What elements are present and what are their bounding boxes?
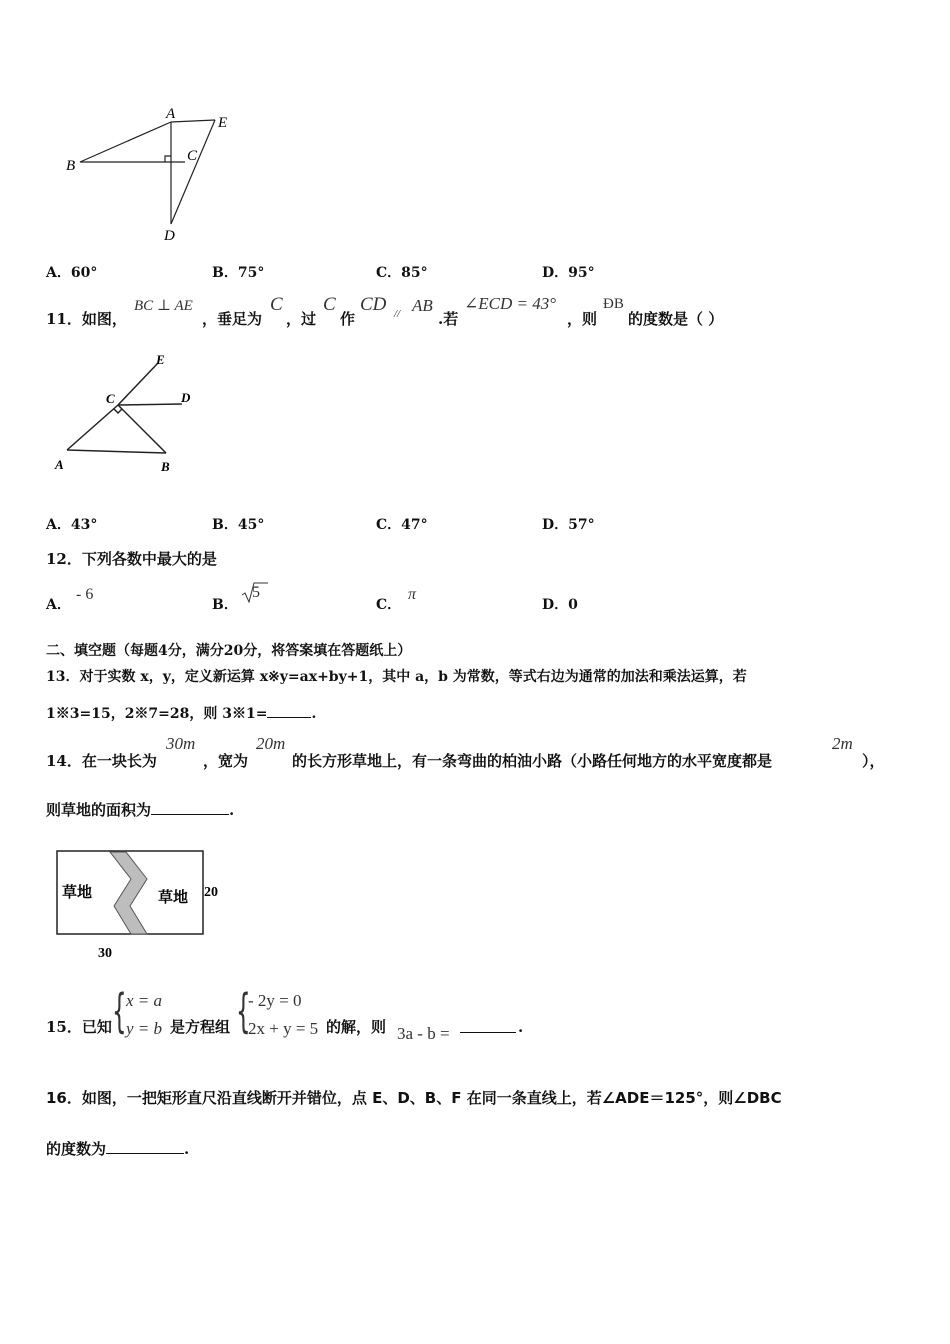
- label-a: A: [55, 457, 64, 472]
- label-a: A: [166, 106, 176, 122]
- q14-line2-end: .: [229, 801, 235, 819]
- segment-ed: [171, 120, 215, 224]
- section-2-title: 二、填空题（每题4分，满分20分，将答案填在答题纸上）: [46, 643, 412, 659]
- width-label: 20: [204, 885, 218, 900]
- q11-figure: [50, 345, 220, 475]
- q11-math-bc-perp-ae: BC ⊥ AE: [134, 298, 193, 314]
- q11-math-c2: C: [323, 294, 336, 315]
- q14-math-30m: 30m: [166, 734, 196, 753]
- q12-option-c-label: C．: [376, 597, 402, 613]
- q11-math-parallel: //: [394, 308, 401, 320]
- q15-text-3: 的解，则: [326, 1018, 387, 1036]
- q14-text-2: ，宽为: [203, 752, 249, 770]
- label-d: D: [164, 228, 175, 244]
- q10-figure: [60, 100, 250, 245]
- q11-math-cd: CD: [360, 294, 387, 315]
- q11-text-6: 的度数是（ ）: [628, 310, 724, 328]
- brace-icon: {: [112, 984, 127, 1038]
- q12-option-a-label: A．: [46, 597, 71, 613]
- label-b: B: [66, 158, 76, 174]
- q12-option-c-value: π: [408, 586, 417, 603]
- label-e: E: [218, 115, 228, 131]
- segment-cb: [118, 405, 166, 453]
- q14-line2-text: 则草地的面积为: [46, 801, 152, 819]
- label-b: B: [161, 459, 170, 474]
- q13-answer-blank[interactable]: [267, 703, 311, 718]
- label-c: C: [106, 391, 115, 406]
- q10-option-c: C．85°: [376, 265, 428, 281]
- segment-ae: [171, 120, 215, 122]
- q15-end: .: [518, 1018, 524, 1036]
- segment-ba: [80, 122, 171, 162]
- segment-ab: [67, 450, 166, 453]
- q14-text-4: ），: [862, 752, 885, 770]
- q15-text-2: 是方程组: [170, 1018, 231, 1036]
- q11-math-ab: AB: [412, 296, 433, 315]
- q11-math-angle-b: ÐB: [603, 296, 624, 312]
- q13-line2: [46, 703, 316, 723]
- q13-line2-end: .: [311, 706, 317, 722]
- grass-right-label: 草地: [158, 890, 189, 906]
- q15-expression: 3a - b =: [397, 1024, 450, 1043]
- q11-option-d: D．57°: [542, 517, 595, 533]
- q16-line2: [46, 1138, 189, 1159]
- q16-line2-end: .: [184, 1140, 190, 1158]
- q12-option-a-value: - 6: [76, 586, 94, 603]
- length-label: 30: [98, 946, 112, 961]
- label-d: D: [181, 390, 191, 405]
- q14-figure: [40, 842, 240, 967]
- q11-number: 11．如图，: [46, 310, 127, 328]
- q11-text-5: ，则: [567, 310, 598, 328]
- q10-option-a: A．60°: [46, 265, 98, 281]
- q15-sys2-row1: - 2y = 0: [248, 991, 302, 1010]
- q16-line2-text: 的度数为: [46, 1140, 107, 1158]
- segment-ce: [118, 363, 158, 405]
- q15-sys1-row2: y = b: [126, 1019, 163, 1038]
- q15-answer-blank[interactable]: [460, 1032, 516, 1033]
- q14-answer-blank[interactable]: [151, 800, 229, 815]
- q13-line2-text: 1※3=15，2※7=28，则 3※1=: [46, 706, 268, 722]
- q12-stem: 12．下列各数中最大的是: [46, 550, 217, 568]
- q14-math-2m: 2m: [832, 734, 853, 753]
- grass-left-label: 草地: [62, 885, 93, 901]
- q10-option-b: B．75°: [212, 265, 265, 281]
- q11-text-1: ，垂足为: [202, 310, 263, 328]
- q15-sys1-row1: x = a: [126, 991, 163, 1010]
- q10-option-d: D．95°: [542, 265, 595, 281]
- q16-answer-blank[interactable]: [106, 1139, 184, 1154]
- q11-text-3: 作: [340, 310, 356, 328]
- segment-ac: [67, 405, 118, 450]
- q12-option-b-value: 5: [252, 584, 260, 601]
- q14-text-3: 的长方形草地上，有一条弯曲的柏油小路（小路任何地方的水平宽度都是: [292, 752, 773, 770]
- q12-option-b-label: B．: [212, 597, 238, 613]
- right-angle-mark: [165, 156, 171, 162]
- brace-icon-2: {: [236, 984, 251, 1038]
- q11-text-2: ，过: [286, 310, 317, 328]
- q11-math-angle-ecd: ∠ECD = 43°: [464, 294, 557, 313]
- right-angle-mark: [114, 409, 122, 413]
- q15-sys2-row2: 2x + y = 5: [248, 1019, 319, 1038]
- q14-math-20m: 20m: [256, 734, 286, 753]
- q11-option-c: C．47°: [376, 517, 428, 533]
- label-e: E: [156, 352, 165, 367]
- q14-line2: [46, 799, 234, 820]
- q16-line1: 16．如图，一把矩形直尺沿直线断开并错位，点 E、D、B、F 在同一条直线上，若∠ADE＝125°，则∠DBC: [46, 1089, 782, 1107]
- q11-option-a: A．43°: [46, 517, 98, 533]
- q13-line1: 13．对于实数 x，y，定义新运算 x※y=ax+by+1，其中 a，b 为常数，等式右边为通常的加法和乘法运算，若: [46, 669, 747, 685]
- q11-text-4: .若: [438, 310, 459, 328]
- q11-option-b: B．45°: [212, 517, 265, 533]
- q14-text-1: 14．在一块长为: [46, 752, 157, 770]
- q12-option-d: D．0: [542, 597, 578, 613]
- label-c: C: [187, 148, 198, 164]
- q11-math-c1: C: [270, 294, 283, 315]
- segment-cd: [118, 404, 182, 405]
- q15-text-1: 15．已知: [46, 1018, 112, 1036]
